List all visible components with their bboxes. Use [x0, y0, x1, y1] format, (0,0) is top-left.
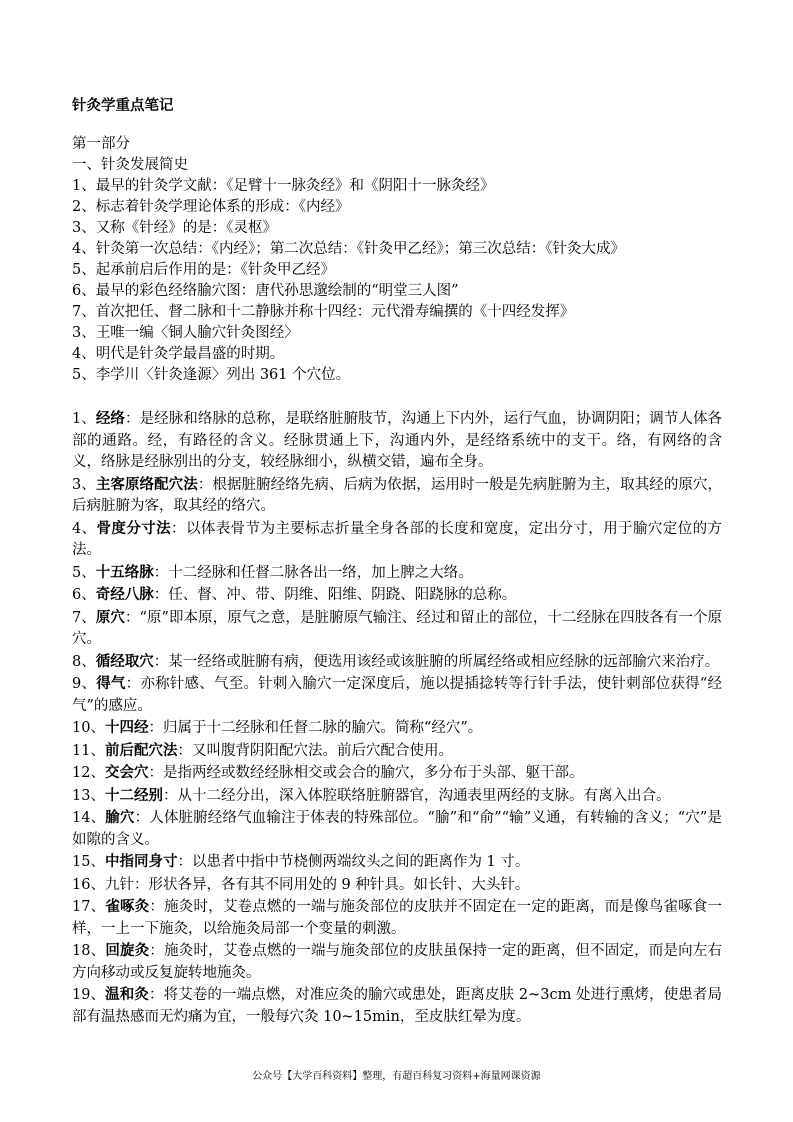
term-number: 5、	[72, 564, 96, 581]
term-item	[72, 762, 722, 785]
term-description: ：根据脏腑经络先病、后病为依据，运用时一般是先病脏腑为主，取其经的原穴，后病脏腑为客，取其经的络穴。	[72, 476, 723, 514]
term-description: ：是指两经或数经经脉相交或会合的腧穴，多分布于头部、躯干部。	[148, 765, 584, 781]
term-number: 19、	[72, 987, 106, 1003]
term-name: 十四经	[104, 719, 149, 736]
term-number: 16、	[72, 876, 105, 893]
term-name: 主客原络配穴法	[95, 475, 198, 493]
term-name: 经络	[95, 410, 125, 427]
term-item	[72, 851, 722, 874]
term-name: 骨度分寸法	[96, 519, 172, 537]
term-number: 6、	[72, 587, 96, 603]
part-heading: 第一部分	[72, 136, 130, 152]
history-item: 6、最早的彩色经络腧穴图：唐代孙思邈绘制的“明堂三人图”	[72, 283, 459, 299]
term-description: ：任、督、冲、带、阴维、阳维、阴跷、阳跷脉的总称。	[153, 587, 517, 603]
spacer	[72, 386, 722, 408]
document-title: 针灸学重点笔记	[72, 97, 174, 114]
history-item: 5、起承前启后作用的是：《针灸甲乙经》	[72, 262, 335, 278]
term-item	[72, 874, 722, 897]
term-item	[72, 807, 722, 851]
term-name: 十五络脉	[95, 563, 154, 581]
page-footer: 公众号【大学百科资料】整理，有超百科复习资料+海量网课资源	[252, 1071, 541, 1082]
term-name: 温和灸	[105, 986, 149, 1003]
term-description: ：以患者中指中节桡侧两端纹头之间的距离作为 1 寸。	[177, 854, 530, 870]
term-item	[72, 896, 722, 940]
term-number: 14、	[72, 810, 106, 826]
term-name: 回旋灸	[105, 942, 150, 959]
term-name: 奇经八脉	[95, 586, 154, 603]
term-description: ：将艾卷的一端点燃，对准应灸的腧穴或患处，距离皮肤 2~3cm 处进行熏烤，使患者局部有温热感而无灼痛为宜，一般每穴灸 10~15min，至皮肤红晕为度。	[72, 987, 723, 1025]
history-item: 5、李学川〈针灸逢源〉列出 361 个穴位。	[72, 367, 351, 383]
history-item: 3、又称《针经》的是：《灵枢》	[72, 220, 277, 236]
term-item	[72, 940, 722, 984]
term-number: 11、	[72, 742, 105, 759]
history-item: 4、针灸第一次总结：《内经》；第二次总结：《针灸甲乙经》；第三次总结：《针灸大成》	[72, 241, 625, 257]
term-name: 腧穴	[105, 809, 135, 826]
term-number: 9、	[72, 676, 97, 692]
term-number: 15、	[72, 854, 105, 870]
term-description: ：施灸时，艾卷点燃的一端与施灸部位的皮肤虽保持一定的距离，但不固定，而是向左右方向移动或反复旋转地施灸。	[72, 943, 722, 981]
section-heading: 一、针灸发展简史	[72, 157, 188, 173]
term-item	[72, 673, 722, 717]
history-item: 7、首次把任、督二脉和十二静脉并称十四经：元代滑寿编撰的《十四经发挥》	[72, 304, 575, 320]
term-item	[72, 984, 722, 1028]
term-description: ：某一经络或脏腑有病，便选用该经或该脏腑的所属经络或相应经脉的远部腧穴来治疗。	[153, 653, 720, 670]
term-item	[72, 518, 722, 562]
term-number: 10、	[72, 720, 105, 736]
term-description: ：十二经脉和任督二脉各出一络，加上脾之大络。	[153, 564, 473, 581]
term-name: 得气	[96, 675, 126, 692]
term-description: ：施灸时，艾卷点燃的一端与施灸部位的皮肤并不固定在一定的距离，而是像鸟雀啄食一样，一上一下施灸，以给施灸局部一个变量的刺激。	[72, 899, 722, 937]
term-description: ：以体表骨节为主要标志折量全身各部的长度和宽度，定出分寸，用于腧穴定位的方法。	[72, 520, 722, 558]
term-name: 雀啄灸	[105, 898, 150, 915]
term-item	[72, 607, 722, 651]
term-name: 前后配穴法	[104, 741, 178, 759]
history-item: 4、明代是针灸学最昌盛的时期。	[72, 346, 285, 362]
history-item: 1、最早的针灸学文献：《足臂十一脉灸经》和《阴阳十一脉灸经》	[72, 178, 495, 194]
term-item	[72, 584, 722, 607]
term-description: ：“原”即本原，原气之意，是脏腑原气输注、经过和留止的部位，十二经脉在四肢各有一个原穴。	[72, 609, 722, 647]
term-name: 十二经别	[104, 786, 163, 804]
term-name: 交会穴	[104, 764, 149, 781]
term-description: ：归属于十二经脉和任督二脉的腧穴。简称“经穴”。	[148, 720, 483, 736]
term-item	[72, 740, 722, 763]
history-item: 3、王唯一编〈铜人腧穴针灸图经〉	[72, 325, 299, 341]
term-number: 3、	[72, 476, 96, 493]
term-number: 7、	[72, 609, 96, 626]
term-item	[72, 562, 722, 585]
term-description: 九针：形状各异，各有其不同用处的 9 种针具。如长针、大头针。	[104, 876, 530, 893]
document-body	[72, 96, 722, 1028]
term-description: ：从十二经分出，深入体腔联络脏腑器官，沟通表里两经的支脉。有离入出合。	[162, 787, 671, 804]
term-description: ：人体脏腑经络气血输注于体表的特殊部位。“腧”和“俞”“输”义通，有转输的含义；“穴”是如隙的含义。	[72, 810, 722, 848]
term-number: 13、	[72, 787, 105, 804]
term-number: 8、	[72, 653, 96, 670]
term-name: 循经取穴	[95, 652, 154, 670]
term-name: 原穴	[95, 608, 125, 626]
term-number: 4、	[72, 520, 97, 537]
term-item	[72, 651, 722, 674]
term-description: ：是经脉和络脉的总称，是联络脏腑肢节，沟通上下内外，运行气血，协调阴阳；调节人体各部的通路。经，有路径的含义。经脉贯通上下，沟通内外，是经络系统中的支干。络，有网络的含义，络脉是经脉别出的分支，较经脉细小，纵横交错，遍布全身。	[72, 411, 723, 470]
term-number: 12、	[72, 765, 105, 781]
term-number: 18、	[72, 943, 106, 959]
term-number: 1、	[72, 411, 96, 427]
term-name: 中指同身寸	[104, 853, 178, 870]
term-item	[72, 785, 722, 808]
term-description: ：亦称针感、气至。针刺入腧穴一定深度后，施以提插捻转等行针手法，使针刺部位获得“经气”的感应。	[72, 676, 722, 714]
term-item	[72, 717, 722, 740]
history-item: 2、标志着针灸学理论体系的形成：《内经》	[72, 199, 350, 215]
term-number: 17、	[72, 899, 106, 915]
term-item	[72, 474, 722, 518]
term-description: ：又叫腹背阴阳配穴法。前后穴配合使用。	[177, 742, 453, 759]
term-item	[72, 408, 722, 474]
